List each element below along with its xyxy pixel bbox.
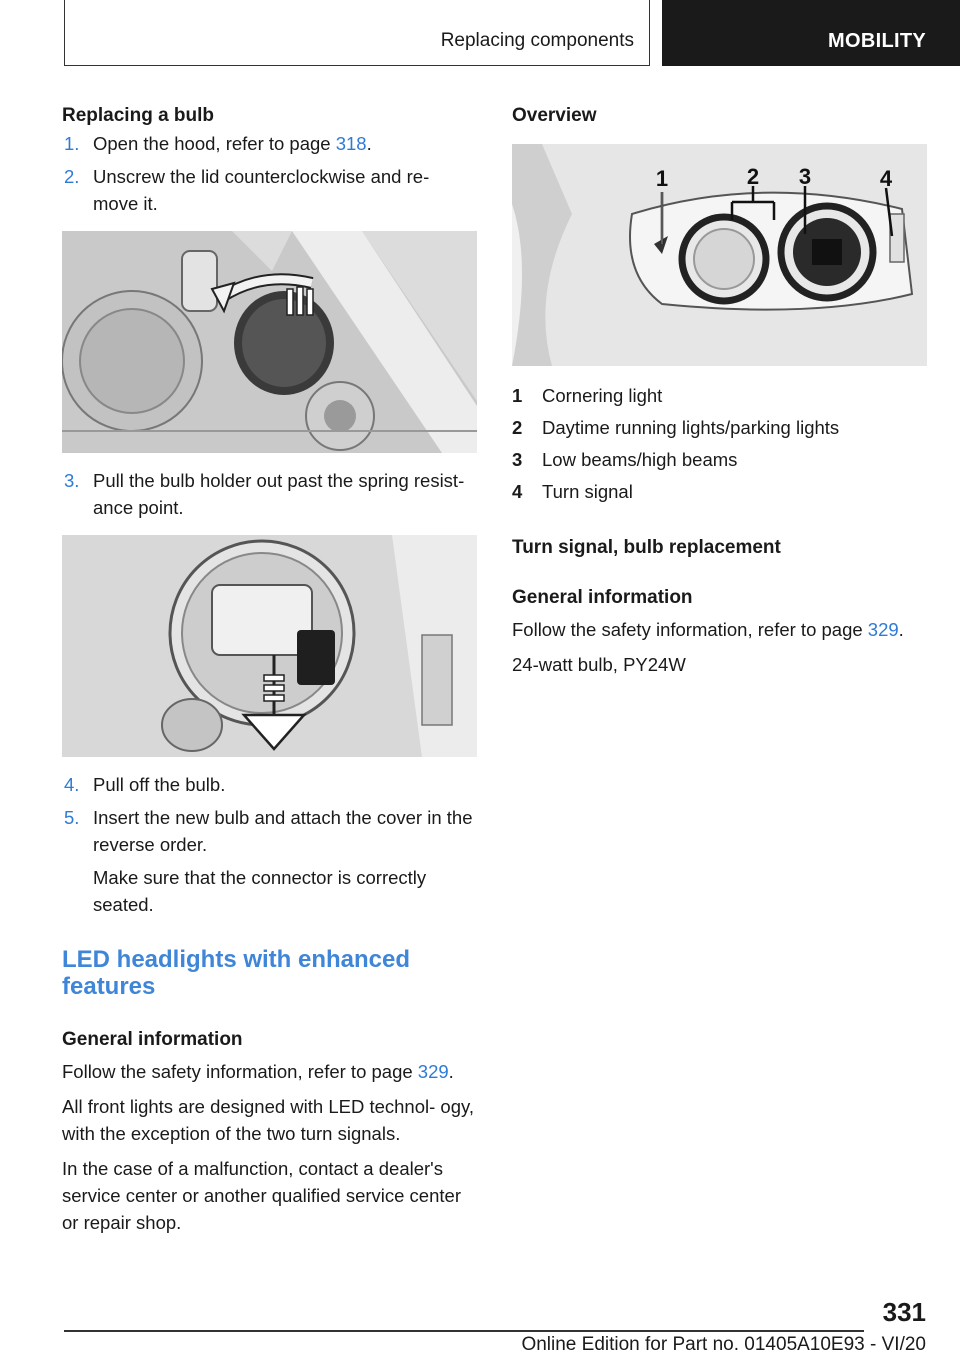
step-number: 1. [64,133,80,154]
overview-legend [512,380,927,508]
step-punct: . [366,133,372,154]
legend-number: 3 [512,449,523,470]
step-5 [62,804,477,918]
callout-4: 4 [879,166,893,191]
page-link-329[interactable]: 329 [867,619,899,640]
legend-item [512,380,927,412]
legend-number: 4 [512,481,523,502]
section-title-led-headlights: LED headlights with enhanced features [62,946,411,1000]
heading-general-info-right: General information [512,587,693,608]
step-text: Insert the new bulb and attach the cover in the reverse order. [93,807,473,855]
steps-list-a [62,130,477,217]
legend-text: Turn signal [542,481,633,502]
left-column [62,102,477,1236]
step-3 [62,467,477,521]
step-text: Unscrew the lid counterclockwise and re‐ move it. [93,166,430,214]
steps-list-b [62,467,477,521]
step-number: 3. [64,470,80,491]
steps-list-c [62,771,477,918]
step-number: 4. [64,774,80,795]
figure-lid-removal [62,231,477,453]
safety-text: Follow the safety information, refer to page [62,1061,418,1082]
legend-text: Daytime running lights/parking lights [542,417,840,438]
page-link-318[interactable]: 318 [335,133,367,154]
heading-general-info-left: General information [62,1029,243,1050]
section-title: Replacing components [440,30,634,51]
safety-info-left [62,1058,477,1085]
callout-3: 3 [798,164,812,189]
safety-punct: . [898,619,904,640]
safety-info-right [512,616,927,643]
legend-number: 1 [512,385,523,406]
step-text: Pull off the bulb. [93,774,226,795]
step-1 [62,130,477,157]
step-text: Open the hood, refer to page [93,133,336,154]
legend-item [512,412,927,444]
footer-edition: Online Edition for Part no. 01405A10E93 - VI/20 [521,1334,926,1355]
heading-turn-signal: Turn signal, bulb replacement [512,537,781,558]
heading-overview: Overview [512,105,597,126]
page-number: 331 [882,1297,926,1327]
safety-punct: . [448,1061,454,1082]
legend-item [512,476,927,508]
step-note: Make sure that the connector is correctly seated. [93,867,427,915]
callout-2: 2 [746,164,760,189]
heading-replacing-bulb: Replacing a bulb [62,105,215,126]
legend-number: 2 [512,417,523,438]
right-column [512,102,927,678]
step-2 [62,163,477,217]
step-text: Pull the bulb holder out past the spring resist‐ ance point. [93,470,465,518]
paragraph-malfunction: In the case of a malfunction, contact a dealer's service center or another qualified service center or repair shop. [62,1158,461,1233]
figure-headlight-overview [512,144,927,366]
figure-bulb-holder [62,535,477,757]
callout-1: 1 [655,166,669,191]
legend-text: Cornering light [542,385,663,406]
footer-divider [64,1330,864,1332]
step-4 [62,771,477,798]
chapter-label: MOBILITY [828,30,926,52]
safety-text: Follow the safety information, refer to page [512,619,868,640]
page-link-329[interactable]: 329 [417,1061,449,1082]
legend-text: Low beams/high beams [542,449,738,470]
step-number: 2. [64,166,80,187]
legend-item [512,444,927,476]
paragraph-led-technology: All front lights are designed with LED technol‐ ogy, with the exception of the two turn signals. [62,1096,475,1144]
step-number: 5. [64,807,80,828]
bulb-spec: 24-watt bulb, PY24W [512,654,686,675]
